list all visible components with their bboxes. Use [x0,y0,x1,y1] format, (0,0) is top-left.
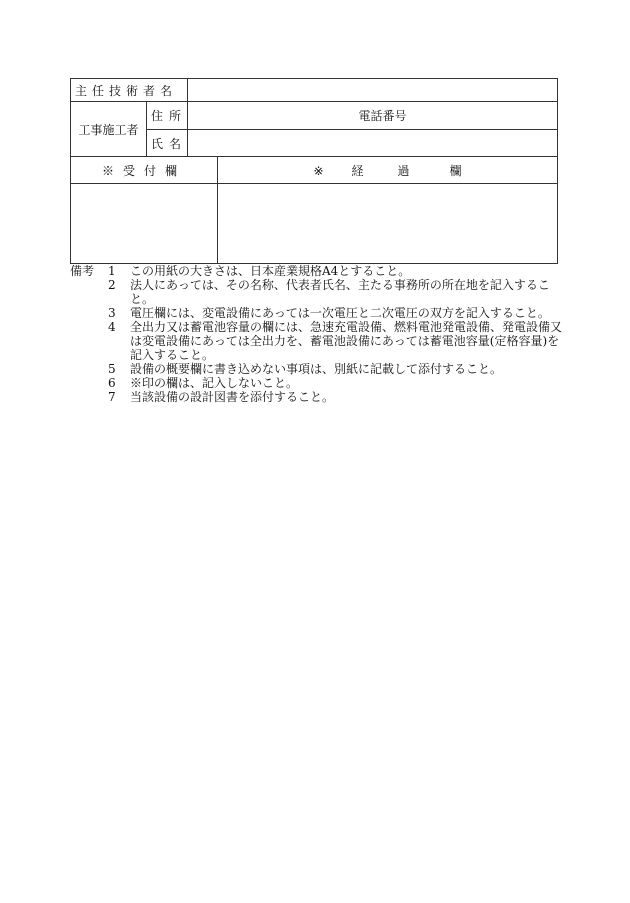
name-label: 氏名 [147,130,188,157]
note-text: 当該設備の設計図書を添付すること。 [130,390,335,404]
note-number: 2 [108,278,116,292]
note-text: 法人にあっては、その名称、代表者氏名、主たる事務所の所在地を記入すること。 [130,278,550,306]
note-number: 5 [108,362,116,376]
note-number: 1 [108,264,116,278]
notes-label: 備考 [70,264,95,278]
note-item [70,306,565,320]
note-number: 4 [108,320,116,334]
note-number: 6 [108,376,116,390]
name-field[interactable] [188,130,558,157]
chief-engineer-row [71,79,558,102]
note-item [70,320,565,362]
chief-engineer-label: 主任技術者名 [71,79,188,102]
progress-char-2: 過 [397,163,410,178]
chief-engineer-field[interactable] [188,79,558,102]
note-item [70,376,565,390]
progress-char-3: 欄 [449,163,462,178]
contractor-label: 工事施工者 [71,102,147,157]
progress-field[interactable] [218,184,558,264]
note-text: ※印の欄は、記入しないこと。 [130,376,299,390]
note-text: 設備の概要欄に書き込めない事項は、別紙に記載して添付すること。 [130,362,503,376]
reception-header: ※受付欄 [71,157,218,184]
notes-section [70,264,565,404]
note-number: 3 [108,306,116,320]
form-table [70,78,558,264]
note-text: 電圧欄には、変電設備にあっては一次電圧と二次電圧の双方を記入すること。 [130,306,550,320]
address-label: 住所 [147,102,188,130]
note-text: この用紙の大きさは、日本産業規格A4とすること。 [130,264,411,278]
note-item [70,264,565,278]
progress-header [218,157,558,184]
progress-mark: ※ [313,163,324,178]
progress-char-1: 経 [351,163,364,178]
reception-field[interactable] [71,184,218,264]
blank-row [71,184,558,264]
header-row [71,157,558,184]
note-item [70,278,565,306]
phone-label: 電話番号 [358,109,407,123]
note-item [70,362,565,376]
note-number: 7 [108,390,116,404]
contractor-address-row [71,102,558,130]
address-field[interactable] [188,102,558,130]
note-item [70,390,565,404]
note-text: 全出力又は蓄電池容量の欄には、急速充電設備、燃料電池発電設備、発電設備又は変電設備にあっては全出力を、蓄電池設備にあっては蓄電池容量(定格容量)を記入すること。 [130,320,563,362]
